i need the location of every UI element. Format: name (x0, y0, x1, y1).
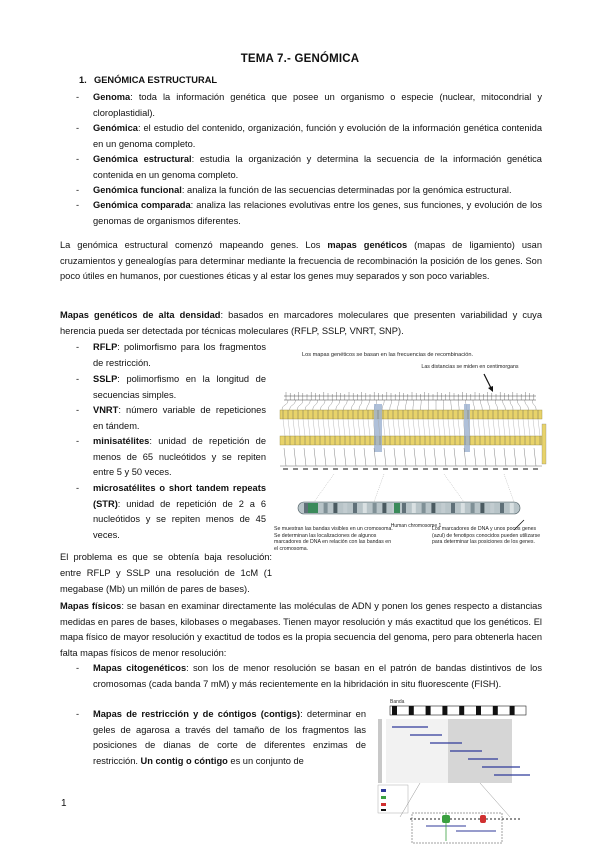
document-page: TEMA 7.- GENÓMICA 1. GENÓMICA ESTRUCTURAL - Genoma: toda la información genética que posee un organismo o especie (nuclear, mitocondrial y cloroplastidial). - Genómica: el estudio del contenido, organización, función y evolución de la información genética contenida en un genoma completo. - Genómica estructural: estudia la organización y determina la secuencia de la información genética contenida en un genoma completo. - Genómica funcional: analiza la función de las secuencias determinadas por la genómica estructural. - Genómica comparada: analiza las relaciones evolutivas entre los genes, sus funciones, y evolución de los genomas de organismos diferentes. La genómica estructural comenzó mapeando genes. Los mapas genéticos (mapas de ligamiento) usan cruzamientos y genealogías para determinar mediante la frecuencia de recombinación la posición de los genes. Son poco útiles en humanos, por cuestiones éticas y al estar los genes muy separados y son poco variables. Mapas genéticos de alta densidad: basados en marcadores moleculares que presenten variabilidad y cuya herencia pueda ser detectada por técnicas moleculares (RFLP, SSLP, VNRT, SNP). - RFLP: polimorfismo para los fragmentos de restricción. - SSLP: polimorfismo en la longitud de secuencias simples. - VNRT: número variable de repeticiones en tándem. - minisatélites: unidad de repetición de menos de 65 nucleótidos y se repiten entre 5 y 50 veces. - microsatélites o short tandem repeats (STR): unidad de repetición de 2 a 6 nucleótidos y se repiten menos de 45 veces. Los mapas genéticos se basan en las frecuencias de recombinación. Las distancias se miden en centimorgans Human chromosome 1 Se muestran las bandas visibles en un cromosoma. Se determinan las localizaciones de algunos marcadores de DNA en relación con las bandas en el cromosoma. Los marcadores de DNA y unos pocos genes (azul) de fenotipos conocidos pueden utilizarse para determinar las posiciones de los genes. El problema es que se obtenía baja resolución: entre RFLP y SSLP una resolución de 1cM (1 megabase (Mb) un millón de pares de bases). Mapas físicos: se basan en examinar directamente las moléculas de ADN y ponen los genes respecto a distancias medidas en pares de bases, kilobases o megabases. Tienen mayor resolución y más exactitud que los genéticos. El mapa físico de mayor resolución y exactitud de todos es la propia secuencia del genoma, pero para obtenerla hacen falta mapas físicos de menor resolución: - Mapas citogenéticos: son los de menor resolución se basan en el patrón de bandas distintivos de los cromosomas (cada banda 7 mM) y más recientemente en la hibridación in situ fluorescente (FISH). - Mapas de restricción y de cóntigos (contigs): determinar en geles de agarosa a través del tamaño de los fragmentos las posiciones de dianas de corte de diferentes enzimas de restricción. Un contig o cóntigo es un conjunto de Banda 1 (0, 0, 600, 848)
figure1-caption-bottom-left: Se muestran las bandas visibles en un cromosoma. Se determinan las localizaciones de algunos marcadores de DNA en relación con las bandas en el cromosoma. (274, 526, 393, 552)
contig-map-figure (370, 697, 538, 847)
paragraph-mapas-geneticos: La genómica estructural comenzó mapeando genes. Los mapas genéticos (mapas de ligamiento) usan cruzamientos y genealogías para determinar mediante la frecuencia de recombinación la posición de los genes. Son poco útiles en humanos, por cuestiones éticas y al estar los genes muy separados y son poco variables. (60, 240, 543, 282)
section-title: GENÓMICA ESTRUCTURAL (94, 75, 218, 85)
paragraph-mapas-fisicos: Mapas físicos: se basan en examinar directamente las moléculas de ADN y ponen los genes respecto a distancias medidas en pares de bases, kilobases o megabases. Tienen mayor resolución y más exactitud que los genéticos. El mapa físico de mayor resolución y exactitud de todos es la propia secuencia del genoma, pero para obtenerla hacen falta mapas físicos de menor resolución: (60, 601, 542, 658)
figure1-caption-bottom-right: Los marcadores de DNA y unos pocos genes (azul) de fenotipos conocidos pueden utilizarse para determinar las posiciones de los genes. (432, 526, 541, 546)
figure1-caption-top: Los mapas genéticos se basan en las frecuencias de recombinación. (302, 352, 474, 358)
figure1-caption-right-top: Las distancias se miden en centimorgans (421, 364, 519, 370)
figure2-label: Banda (390, 699, 405, 705)
paragraph-problema: El problema es que se obtenía baja resolución: entre RFLP y SSLP una resolución de 1cM (1 megabase (Mb) un millón de pares de bases). (60, 552, 272, 594)
page-number: 1 (61, 798, 67, 809)
genetic-map-figure (274, 344, 550, 584)
chromosome-label: Human chromosome 1 (390, 523, 442, 529)
page-title: TEMA 7.- GENÓMICA (240, 53, 360, 65)
paragraph-alta-densidad: Mapas genéticos de alta densidad: basados en marcadores moleculares que presenten variabilidad y cuya herencia pueda ser detectada por técnicas moleculares (RFLP, SSLP, VNRT, SNP). (60, 310, 542, 336)
section-number: 1. (79, 75, 87, 85)
section-heading (79, 75, 217, 85)
